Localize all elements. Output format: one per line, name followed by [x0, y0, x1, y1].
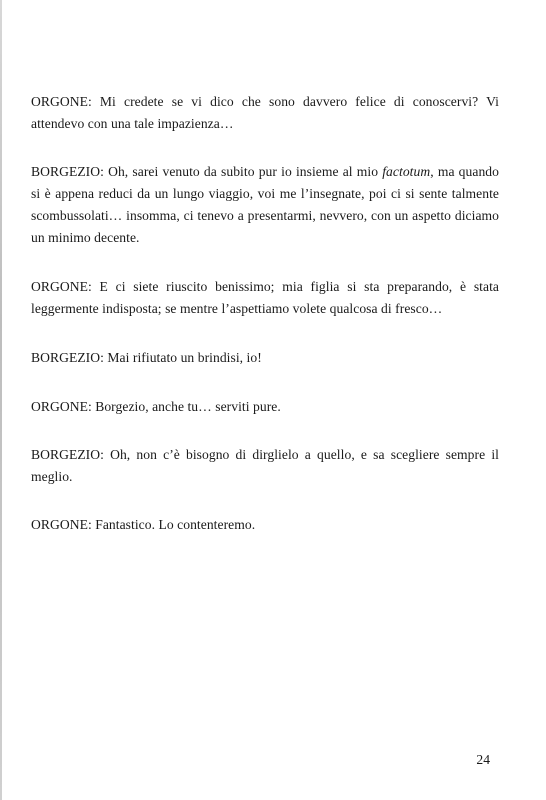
- dialogue-paragraph-5: [31, 396, 499, 418]
- paragraph-4-text: BORGEZIO: Mai rifiutato un brindisi, io!: [31, 350, 262, 365]
- dialogue-paragraph-3: [31, 276, 499, 320]
- paragraph-2-text-end: , ma quando si è appena reduci da un lungo viaggio, voi me l’insegnate, poi ci si sente talmente scombussolati… insomma, ci tenevo a presentarmi, nevvero, con un aspetto diciamo un minimo decente.: [31, 164, 499, 245]
- dialogue-text-block: [31, 91, 499, 536]
- dialogue-paragraph-1: [31, 91, 499, 135]
- page-number: 24: [476, 752, 490, 767]
- dialogue-paragraph-2: [31, 161, 499, 249]
- dialogue-paragraph-6: [31, 444, 499, 488]
- dialogue-paragraph-4: [31, 347, 499, 369]
- paragraph-1-text: ORGONE: Mi credete se vi dico che sono davvero felice di conoscervi? Vi attendevo con una tale impazienza…: [31, 94, 499, 131]
- paragraph-3-text: ORGONE: E ci siete riuscito benissimo; mia figlia si sta preparando, è stata leggermente indisposta; se mentre l’aspettiamo volete qualcosa di fresco…: [31, 279, 499, 316]
- paragraph-7-text: ORGONE: Fantastico. Lo contenteremo.: [31, 517, 256, 532]
- page-left-edge: [0, 0, 2, 800]
- paragraph-5-text: ORGONE: Borgezio, anche tu… serviti pure.: [31, 399, 281, 414]
- dialogue-paragraph-7: [31, 514, 499, 536]
- paragraph-2-italic-word: factotum: [382, 164, 431, 179]
- paragraph-6-text: BORGEZIO: Oh, non c’è bisogno di dirglielo a quello, e sa scegliere sempre il meglio.: [31, 447, 499, 484]
- paragraph-2-text-start: BORGEZIO: Oh, sarei venuto da subito pur io insieme al mio: [31, 164, 383, 179]
